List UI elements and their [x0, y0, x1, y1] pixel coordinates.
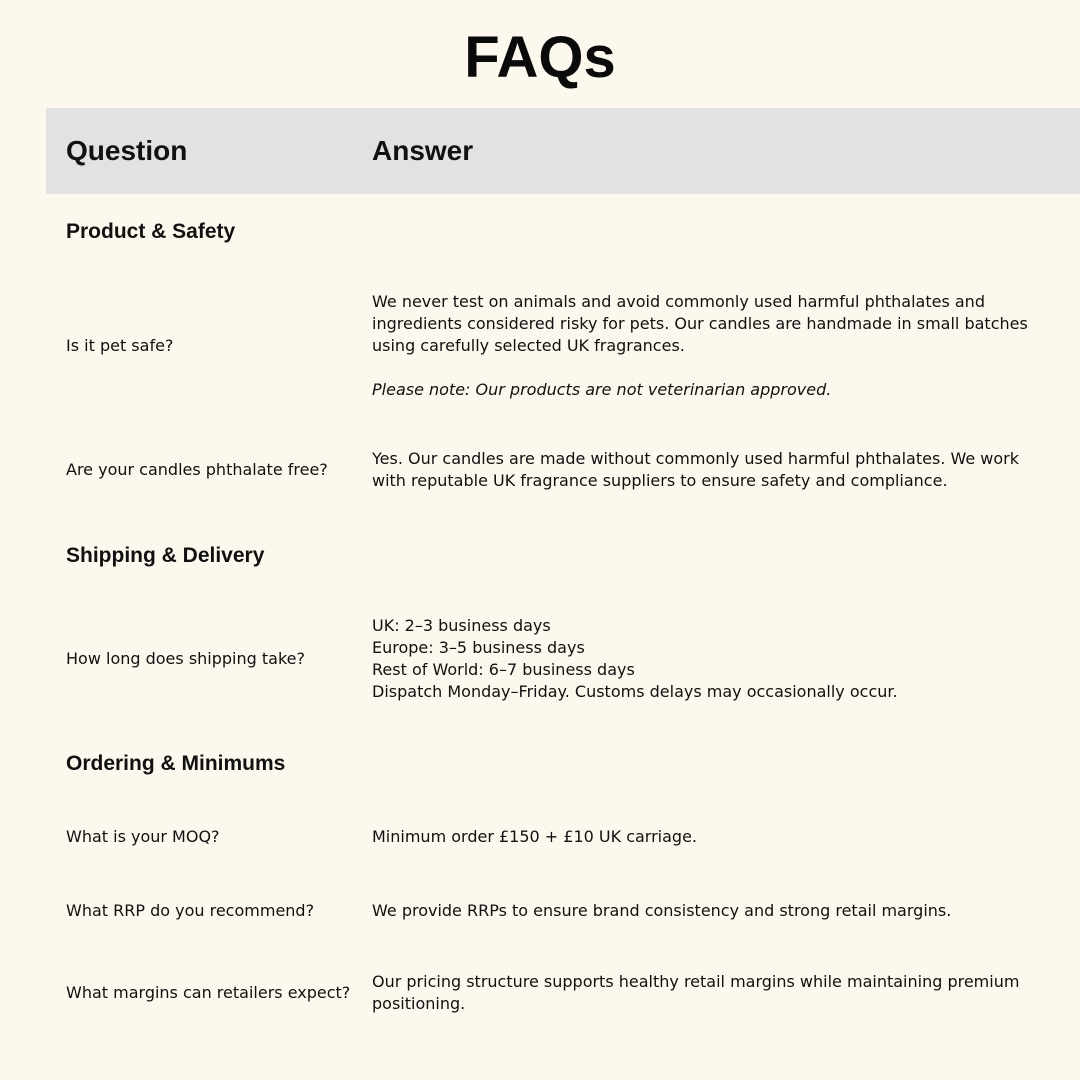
section-title-ordering-minimums: Ordering & Minimums [66, 752, 286, 775]
answer-column-header: Answer [372, 135, 474, 166]
section-title-product-safety: Product & Safety [66, 220, 236, 243]
faq-answer [372, 615, 1042, 703]
faq-answer [372, 291, 1042, 401]
faq-answer-note: Please note: Our products are not veterinarian approved. [372, 380, 832, 399]
shipping-rest-of-world-line: Rest of World: 6–7 business days [372, 660, 635, 679]
page-title: FAQs [464, 25, 616, 90]
shipping-europe-line: Europe: 3–5 business days [372, 638, 585, 657]
shipping-uk-line: UK: 2–3 business days [372, 616, 551, 635]
faq-answer: We provide RRPs to ensure brand consistency and strong retail margins. [372, 901, 952, 920]
faq-question: What margins can retailers expect? [66, 983, 351, 1002]
table-header [46, 108, 1080, 194]
section-title-shipping-delivery: Shipping & Delivery [66, 544, 265, 567]
question-column-header: Question [66, 135, 188, 166]
faq-answer-text: We never test on animals and avoid commonly used harmful phthalates and ingredients considered risky for pets. Our candles are handmade in small batches using carefully selected UK fragrances. [372, 292, 1028, 355]
faq-question: How long does shipping take? [66, 649, 305, 668]
faq-question: What is your MOQ? [66, 827, 220, 846]
shipping-dispatch-line: Dispatch Monday–Friday. Customs delays may occasionally occur. [372, 682, 898, 701]
faq-answer: Our pricing structure supports healthy retail margins while maintaining premium positioning. [372, 972, 1020, 1013]
faq-question: Is it pet safe? [66, 336, 174, 355]
faq-question: Are your candles phthalate free? [66, 460, 328, 479]
faq-answer: Yes. Our candles are made without commonly used harmful phthalates. We work with reputable UK fragrance suppliers to ensure safety and compliance. [372, 449, 1019, 490]
faq-answer: Minimum order £150 + £10 UK carriage. [372, 827, 698, 846]
faq-question: What RRP do you recommend? [66, 901, 315, 920]
